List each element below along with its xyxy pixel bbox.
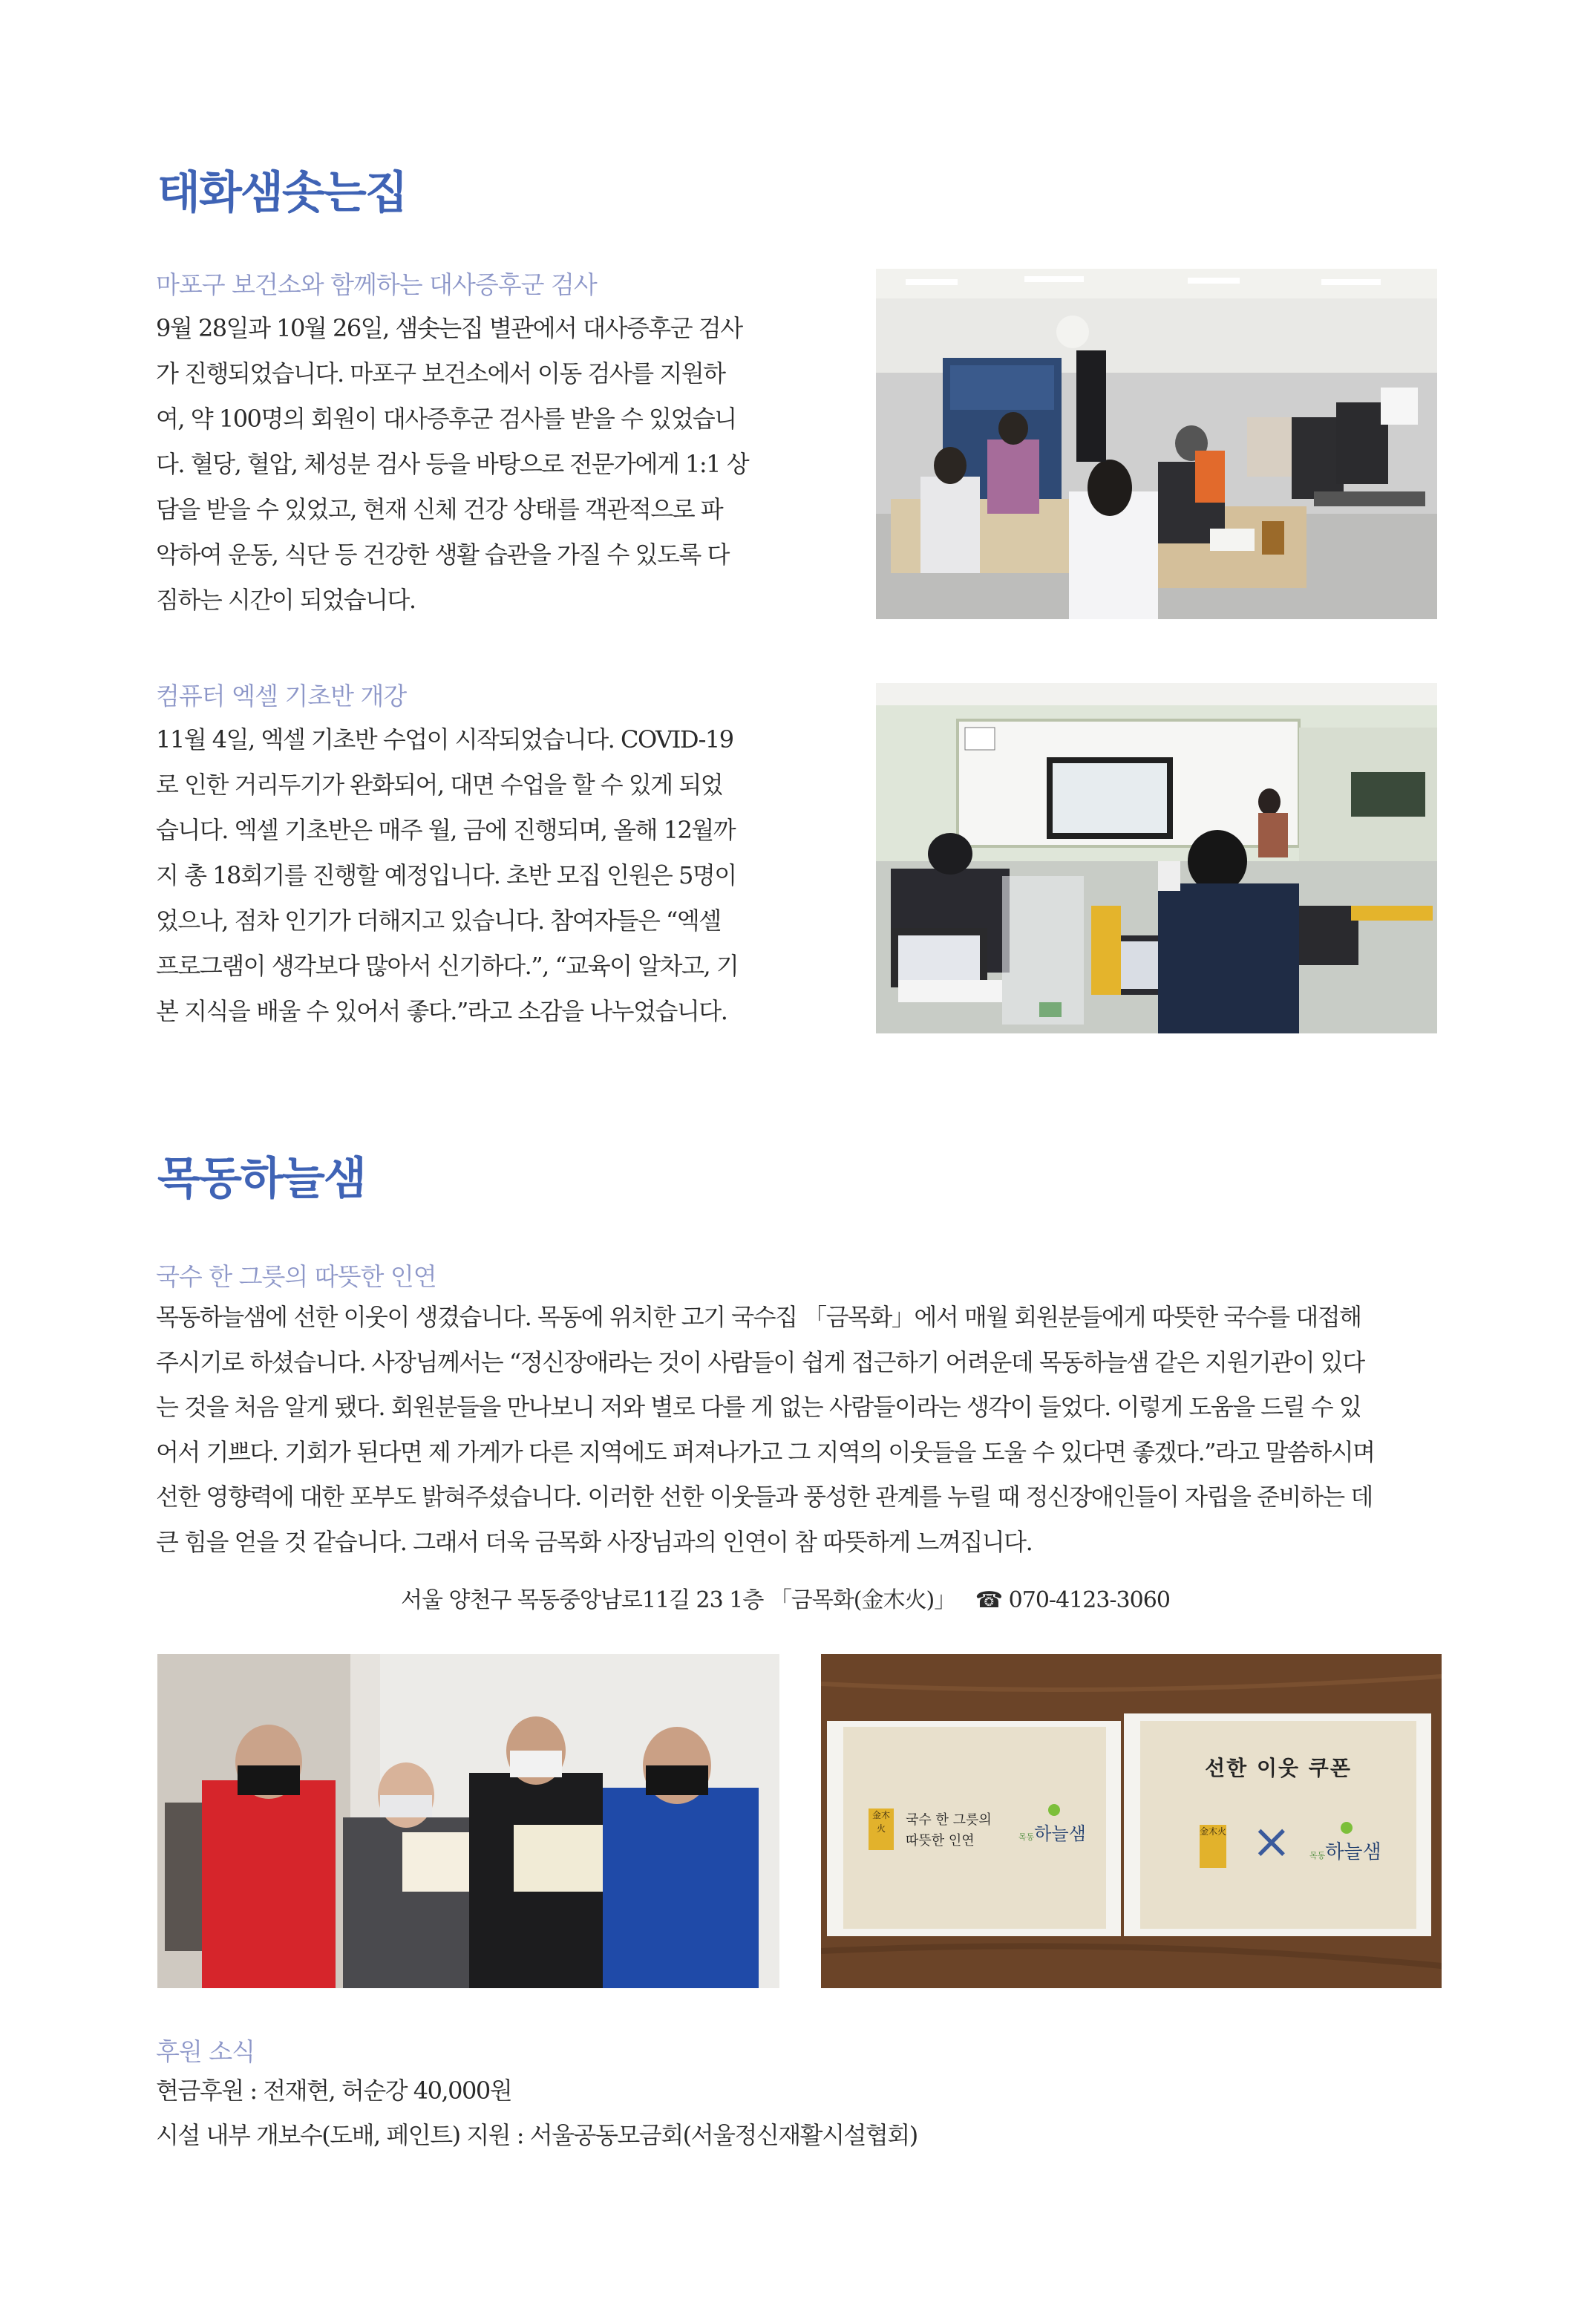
cross-mark: × <box>1252 1814 1292 1869</box>
body-line: 습니다. 엑셀 기초반은 매주 월, 금에 진행되며, 올해 12월까 <box>156 816 736 844</box>
seal-text: 金木火 <box>871 1810 890 1834</box>
section-title-mokdong: 목동하늘샘 <box>157 1153 365 1205</box>
article-body-excel <box>156 717 769 1034</box>
seal-stamp <box>869 1808 894 1850</box>
body-line: 프로그램이 생각보다 많아서 신기하다.”, “교육이 알차고, 기 <box>156 952 739 980</box>
coupon-left <box>843 1727 1106 1929</box>
body-line: 11월 4일, 엑셀 기초반 수업이 시작되었습니다. COVID-19 <box>156 725 733 754</box>
body-line: 어서 기쁘다. 기회가 된다면 제 가게가 다른 지역에도 퍼져나가고 그 지역의 이웃들을 도울 수 있다면 좋겠다.”라고 말씀하시며 <box>156 1437 1375 1466</box>
body-line: 여, 약 100명의 회원이 대사증후군 검사를 받을 수 있었습니 <box>156 405 736 433</box>
seal-text: 金木火 <box>1200 1826 1227 1837</box>
body-line: 짐하는 시간이 되었습니다. <box>156 586 416 614</box>
photo-excel-class <box>876 683 1437 1033</box>
coupon-title-line: 국수 한 그릇의 <box>906 1812 992 1828</box>
article-subtitle-noodle: 국수 한 그릇의 따뜻한 인연 <box>156 1262 436 1291</box>
section-title-taehwa: 태화샘솟는집 <box>157 167 407 219</box>
article-body-noodle <box>156 1295 1440 1564</box>
support-body <box>156 2068 1418 2157</box>
brand-prefix: 목동 <box>1309 1851 1326 1860</box>
brand-name: 하늘샘 <box>1034 1823 1086 1844</box>
brand-logo <box>1309 1837 1381 1864</box>
body-line: 주시기로 하셨습니다. 사장님께서는 “정신장애라는 것이 사람들이 쉽게 접근하기 어려운데 목동하늘샘 같은 지원기관이 있다 <box>156 1347 1364 1376</box>
brand-logo <box>1018 1819 1086 1845</box>
phone-icon: ☎ <box>975 1587 1003 1613</box>
support-line: 현금후원 : 전재현, 허순강 40,000원 <box>156 2077 512 2105</box>
body-line: 는 것을 처음 알게 됐다. 회원분들을 만나보니 저와 별로 다를 게 없는 사람들이라는 생각이 들었다. 이렇게 도움을 드릴 수 있 <box>156 1393 1361 1421</box>
coupon-title-line: 따뜻한 인연 <box>906 1833 975 1849</box>
shop-phone: 070-4123-3060 <box>1008 1587 1170 1613</box>
body-line: 로 인한 거리두기가 완화되어, 대면 수업을 할 수 있게 되었 <box>156 771 723 799</box>
photo-health-check <box>876 269 1437 619</box>
sprout-icon <box>1048 1804 1060 1816</box>
shop-address-line <box>401 1581 1170 1614</box>
article-subtitle-excel: 컴퓨터 엑셀 기초반 개강 <box>156 682 407 710</box>
support-line: 시설 내부 개보수(도배, 페인트) 지원 : 서울공동모금회(서울정신재활시설협회) <box>156 2121 918 2149</box>
article-body-metabolic <box>156 306 769 623</box>
coupon-right-title: 선한 이웃 쿠폰 <box>1205 1756 1352 1780</box>
body-line: 가 진행되었습니다. 마포구 보건소에서 이동 검사를 지원하 <box>156 359 725 388</box>
body-line: 목동하늘샘에 선한 이웃이 생겼습니다. 목동에 위치한 고기 국수집 「금목화」에서 매월 회원분들에게 따뜻한 국수를 대접해 <box>156 1303 1361 1331</box>
body-line: 본 지식을 배울 수 있어서 좋다.”라고 소감을 나누었습니다. <box>156 997 727 1025</box>
coupon-right <box>1140 1721 1416 1929</box>
body-line: 었으나, 점차 인기가 더해지고 있습니다. 참여자들은 “엑셀 <box>156 906 721 935</box>
article-subtitle-metabolic: 마포구 보건소와 함께하는 대사증후군 검사 <box>156 270 597 299</box>
sprout-icon <box>1341 1822 1353 1834</box>
support-subtitle: 후원 소식 <box>156 2037 255 2066</box>
body-line: 담을 받을 수 있었고, 현재 신체 건강 상태를 객관적으로 파 <box>156 495 723 523</box>
photo-coupons <box>821 1654 1442 1988</box>
coupon-left-title <box>906 1810 992 1852</box>
body-line: 선한 영향력에 대한 포부도 밝혀주셨습니다. 이러한 선한 이웃들과 풍성한 관계를 누릴 때 정신장애인들이 자립을 준비하는 데 <box>156 1483 1373 1511</box>
brand-prefix: 목동 <box>1018 1832 1035 1842</box>
photo-group-coupon <box>157 1654 779 1988</box>
body-line: 9월 28일과 10월 26일, 샘솟는집 별관에서 대사증후군 검사 <box>156 314 742 342</box>
body-line: 다. 혈당, 혈압, 체성분 검사 등을 바탕으로 전문가에게 1:1 상 <box>156 450 749 478</box>
shop-address: 서울 양천구 목동중앙남로11길 23 1층 「금목화(金木火)」 <box>401 1587 956 1613</box>
body-line: 악하여 운동, 식단 등 건강한 생활 습관을 가질 수 있도록 다 <box>156 540 729 569</box>
body-line: 큰 힘을 얻을 것 같습니다. 그래서 더욱 금목화 사장님과의 인연이 참 따뜻하게 느껴집니다. <box>156 1527 1033 1556</box>
seal-stamp <box>1200 1825 1226 1868</box>
brand-name: 하늘샘 <box>1325 1841 1381 1863</box>
body-line: 지 총 18회기를 진행할 예정입니다. 초반 모집 인원은 5명이 <box>156 861 736 889</box>
